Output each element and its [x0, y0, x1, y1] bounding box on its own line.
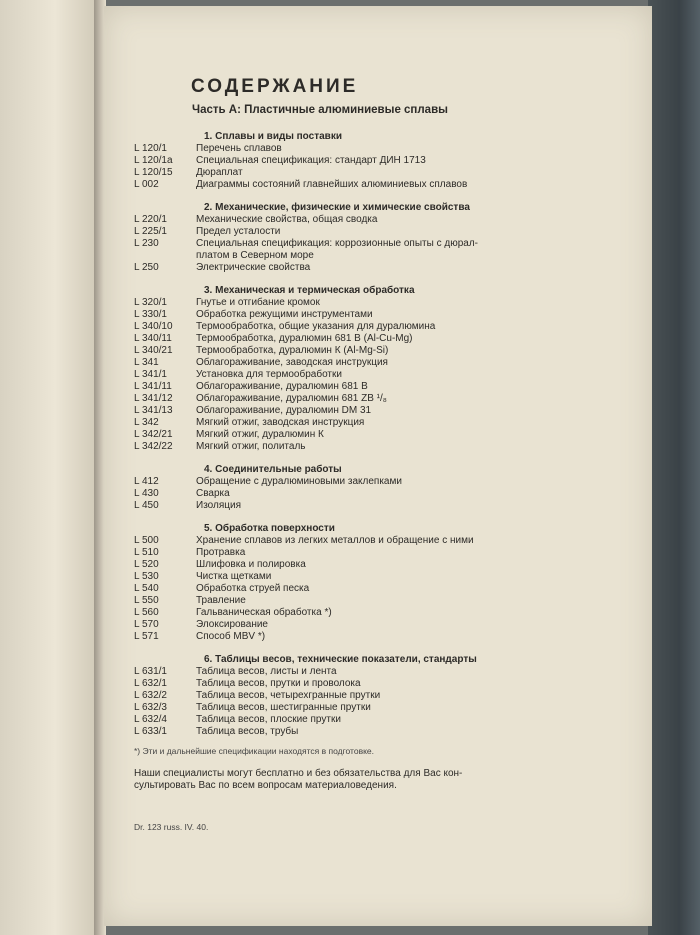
toc-entry — [132, 476, 622, 488]
toc-entry — [132, 488, 622, 500]
entry-code: L 631/1 — [134, 666, 167, 677]
left-page-edge — [0, 0, 100, 935]
entry-title: Сварка — [196, 488, 230, 499]
entry-code: L 341/1 — [134, 369, 167, 380]
entry-code: L 341/13 — [134, 405, 173, 416]
entry-title: Обработка режущими инструментами — [196, 309, 373, 320]
entry-title: Шлифовка и полировка — [196, 559, 306, 570]
entry-title: Протравка — [196, 547, 246, 558]
entry-title: Гальваническая обработка *) — [196, 607, 332, 618]
section-heading: 1. Сплавы и виды поставки — [204, 131, 342, 142]
entry-code: L 250 — [134, 262, 159, 273]
entry-code: L 340/10 — [134, 321, 173, 332]
section-heading: 5. Обработка поверхности — [204, 523, 335, 534]
toc-entry — [132, 619, 622, 631]
entry-title: Специальная спецификация: коррозионные опыты с дюрал- — [196, 238, 478, 249]
toc-entry — [132, 309, 622, 321]
toc-entry — [132, 357, 622, 369]
entry-title: Гнутье и отгибание кромок — [196, 297, 320, 308]
entry-title: Чистка щетками — [196, 571, 272, 582]
toc-entry — [132, 369, 622, 381]
section-heading: 4. Соединительные работы — [204, 464, 342, 475]
entry-title: Специальная спецификация: стандарт ДИН 1713 — [196, 155, 426, 166]
entry-title: Облагораживание, дуралюмин DM 31 — [196, 405, 372, 416]
section-heading: 3. Механическая и термическая обработка — [204, 285, 415, 296]
part-heading: Часть А: Пластичные алюминиевые сплавы — [192, 104, 448, 116]
entry-title: Таблица весов, шестигранные прутки — [196, 702, 371, 713]
entry-code: L 342/21 — [134, 429, 173, 440]
entry-code: L 002 — [134, 179, 159, 190]
toc-entry — [132, 214, 622, 226]
toc-entry — [132, 595, 622, 607]
entry-title: Обращение с дуралюминовыми заклепками — [196, 476, 402, 487]
toc-entry — [132, 321, 622, 333]
entry-code: L 632/1 — [134, 678, 167, 689]
entry-title: Элоксирование — [196, 619, 268, 630]
entry-title: Термообработка, дуралюмин 681 В (Al-Cu-Mg) — [196, 333, 413, 344]
toc-entry — [132, 262, 622, 274]
entry-code: L 341 — [134, 357, 159, 368]
toc-entry — [132, 333, 622, 345]
toc-entry — [132, 345, 622, 357]
toc-entry — [132, 441, 622, 453]
entry-title: Таблица весов, плоские прутки — [196, 714, 341, 725]
entry-code: L 570 — [134, 619, 159, 630]
entry-title: Термообработка, общие указания для дуралюмина — [196, 321, 436, 332]
toc-entry — [132, 429, 622, 441]
entry-code: L 632/3 — [134, 702, 167, 713]
entry-title: Термообработка, дуралюмин К (Al-Mg-Si) — [196, 345, 389, 356]
page-title: СОДЕРЖАНИЕ — [191, 76, 359, 97]
entry-code: L 540 — [134, 583, 159, 594]
entry-code: L 500 — [134, 535, 159, 546]
entry-code: L 450 — [134, 500, 159, 511]
entry-code: L 342 — [134, 417, 159, 428]
toc-entry — [132, 393, 622, 405]
print-reference: Dr. 123 russ. IV. 40. — [134, 822, 209, 832]
entry-title: Таблица весов, листы и лента — [196, 666, 337, 677]
toc-entry — [132, 571, 622, 583]
entry-title: Изоляция — [196, 500, 241, 511]
entry-code: L 520 — [134, 559, 159, 570]
toc-entry — [132, 535, 622, 547]
entry-title-continuation: платом в Северном море — [196, 250, 314, 261]
entry-code: L 560 — [134, 607, 159, 618]
entry-title: Предел усталости — [196, 226, 281, 237]
entry-title: Мягкий отжиг, дуралюмин К — [196, 429, 324, 440]
entry-title: Установка для термообработки — [196, 369, 342, 380]
toc-entry — [132, 417, 622, 429]
toc-entry — [132, 559, 622, 571]
entry-code: L 430 — [134, 488, 159, 499]
toc-entry — [132, 405, 622, 417]
toc-entry — [132, 226, 622, 238]
entry-title: Диаграммы состояний главнейших алюминиевых сплавов — [196, 179, 468, 190]
entry-title: Механические свойства, общая сводка — [196, 214, 378, 225]
entry-code: L 632/2 — [134, 690, 167, 701]
toc-entry — [132, 381, 622, 393]
toc-entry — [132, 583, 622, 595]
toc-entry — [132, 666, 622, 678]
entry-title: Таблица весов, прутки и проволока — [196, 678, 361, 689]
toc-entry — [132, 547, 622, 559]
entry-code: L 341/12 — [134, 393, 173, 404]
entry-code: L 342/22 — [134, 441, 173, 452]
entry-title: Облагораживание, дуралюмин 681 В — [196, 381, 368, 392]
toc-entry — [132, 714, 622, 726]
entry-code: L 550 — [134, 595, 159, 606]
entry-code: L 320/1 — [134, 297, 167, 308]
entry-code: L 412 — [134, 476, 159, 487]
entry-code: L 225/1 — [134, 226, 167, 237]
book-page — [104, 6, 652, 926]
entry-code: L 341/11 — [134, 381, 172, 392]
toc-entry — [132, 702, 622, 714]
entry-title: Мягкий отжиг, политаль — [196, 441, 306, 452]
entry-title: Облагораживание, заводская инструкция — [196, 357, 388, 368]
book-cover-edge — [648, 0, 700, 935]
toc-entry — [132, 726, 622, 738]
toc-entry — [132, 155, 622, 167]
entry-code: L 633/1 — [134, 726, 167, 737]
section-heading: 2. Механические, физические и химические свойства — [204, 202, 470, 213]
entry-code: L 120/15 — [134, 167, 173, 178]
footnote: *) Эти и дальнейшие спецификации находятся в подготовке. — [134, 746, 374, 756]
table-of-contents — [132, 74, 622, 832]
entry-title: Таблица весов, четырехгранные прутки — [196, 690, 381, 701]
entry-title: Дюраплат — [196, 167, 243, 178]
entry-title: Таблица весов, трубы — [196, 726, 299, 737]
toc-entry — [132, 678, 622, 690]
entry-title: Перечень сплавов — [196, 143, 282, 154]
notice-line-1: Наши специалисты могут бесплатно и без обязательства для Вас кон- — [134, 768, 463, 779]
toc-entry — [132, 690, 622, 702]
toc-entry — [132, 238, 622, 250]
entry-code: L 330/1 — [134, 309, 167, 320]
entry-code: L 120/1a — [134, 155, 173, 166]
entry-code: L 230 — [134, 238, 159, 249]
toc-entry — [132, 297, 622, 309]
section-heading: 6. Таблицы весов, технические показатели, стандарты — [204, 654, 477, 665]
entry-code: L 510 — [134, 547, 159, 558]
sections-container — [132, 130, 622, 738]
toc-entry — [132, 631, 622, 643]
entry-code: L 220/1 — [134, 214, 167, 225]
entry-title: Мягкий отжиг, заводская инструкция — [196, 417, 365, 428]
entry-title: Травление — [196, 595, 246, 606]
entry-code: L 340/11 — [134, 333, 172, 344]
entry-title: Облагораживание, дуралюмин 681 ZB ¹/₈ — [196, 393, 387, 404]
entry-code: L 571 — [134, 631, 159, 642]
entry-code: L 120/1 — [134, 143, 167, 154]
notice — [134, 768, 622, 792]
entry-code: L 530 — [134, 571, 159, 582]
entry-code: L 340/21 — [134, 345, 173, 356]
entry-title: Электрические свойства — [196, 262, 311, 273]
entry-title: Способ MBV *) — [196, 631, 266, 642]
toc-entry — [132, 167, 622, 179]
entry-title: Хранение сплавов из легких металлов и обращение с ними — [196, 535, 474, 546]
toc-entry — [132, 500, 622, 512]
notice-line-2: сультировать Вас по всем вопросам материаловедения. — [134, 780, 397, 791]
toc-entry — [132, 143, 622, 155]
toc-entry — [132, 607, 622, 619]
toc-entry — [132, 179, 622, 191]
entry-code: L 632/4 — [134, 714, 167, 725]
entry-title: Обработка струей песка — [196, 583, 310, 594]
